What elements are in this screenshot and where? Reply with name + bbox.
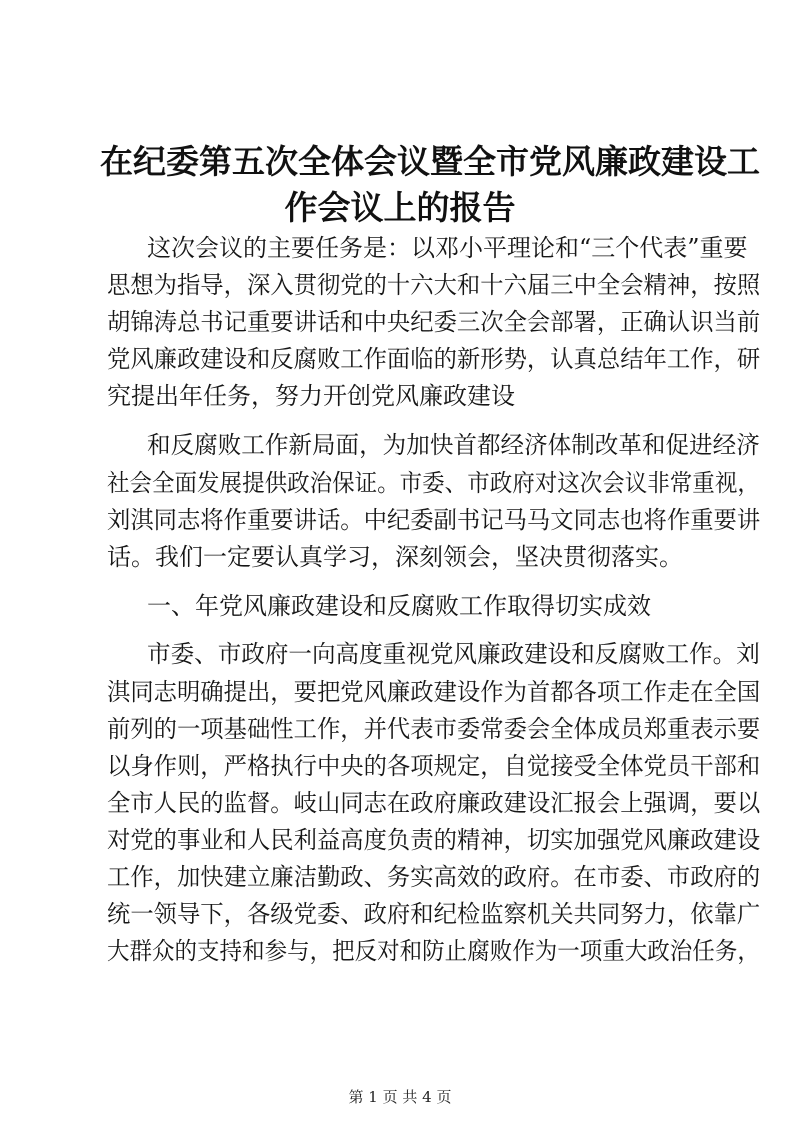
paragraph-3-line-6: 对党的事业和人民利益高度负责的精神，切实加强党风廉政建设 — [107, 826, 761, 854]
page-number-footer: 第 1 页 共 4 页 — [348, 1088, 452, 1106]
paragraph-3-line-9: 大群众的支持和参与，把反对和防止腐败作为一项重大政治任务， — [107, 937, 760, 965]
paragraph-3-line-7: 工作，加快建立廉洁勤政、务实高效的政府。在市委、市政府的 — [107, 863, 761, 891]
paragraph-3-line-5: 全市人民的监督。岐山同志在政府廉政建设汇报会上强调，要以 — [107, 789, 761, 817]
section-heading-1: 一、年党风廉政建设和反腐败工作取得切实成效 — [147, 592, 651, 620]
document-title-line-1: 在纪委第五次全体会议暨全市党风廉政建设工 — [100, 142, 760, 181]
paragraph-2-line-1: 和反腐败工作新局面，为加快首都经济体制改革和促进经济 — [147, 431, 760, 459]
paragraph-1-line-3: 胡锦涛总书记重要讲话和中央纪委三次全会部署，正确认识当前 — [107, 308, 761, 336]
paragraph-2-line-4: 话。我们一定要认真学习，深刻领会，坚决贯彻落实。 — [107, 543, 683, 571]
paragraph-1-line-4: 党风廉政建设和反腐败工作面临的新形势，认真总结年工作，研 — [107, 345, 761, 373]
paragraph-3-line-3: 前列的一项基础性工作，并代表市委常委会全体成员郑重表示要 — [107, 715, 761, 743]
paragraph-1-line-1: 这次会议的主要任务是：以邓小平理论和“三个代表”重要 — [147, 234, 748, 262]
paragraph-2-line-2: 社会全面发展提供政治保证。市委、市政府对这次会议非常重视， — [107, 469, 760, 497]
paragraph-3-line-2: 淇同志明确提出，要把党风廉政建设作为首都各项工作走在全国 — [107, 678, 761, 706]
paragraph-3-line-4: 以身作则，严格执行中央的各项规定，自觉接受全体党员干部和 — [107, 752, 761, 780]
paragraph-2-line-3: 刘淇同志将作重要讲话。中纪委副书记马马文同志也将作重要讲 — [107, 506, 761, 534]
paragraph-1-line-2: 思想为指导，深入贯彻党的十六大和十六届三中全会精神，按照 — [107, 271, 761, 299]
paragraph-3-line-8: 统一领导下，各级党委、政府和纪检监察机关共同努力，依靠广 — [107, 900, 761, 928]
document-title-line-2: 作会议上的报告 — [284, 188, 516, 227]
paragraph-1-line-5: 究提出年任务，努力开创党风廉政建设 — [107, 382, 515, 410]
paragraph-3-line-1: 市委、市政府一向高度重视党风廉政建设和反腐败工作。刘 — [147, 640, 760, 668]
